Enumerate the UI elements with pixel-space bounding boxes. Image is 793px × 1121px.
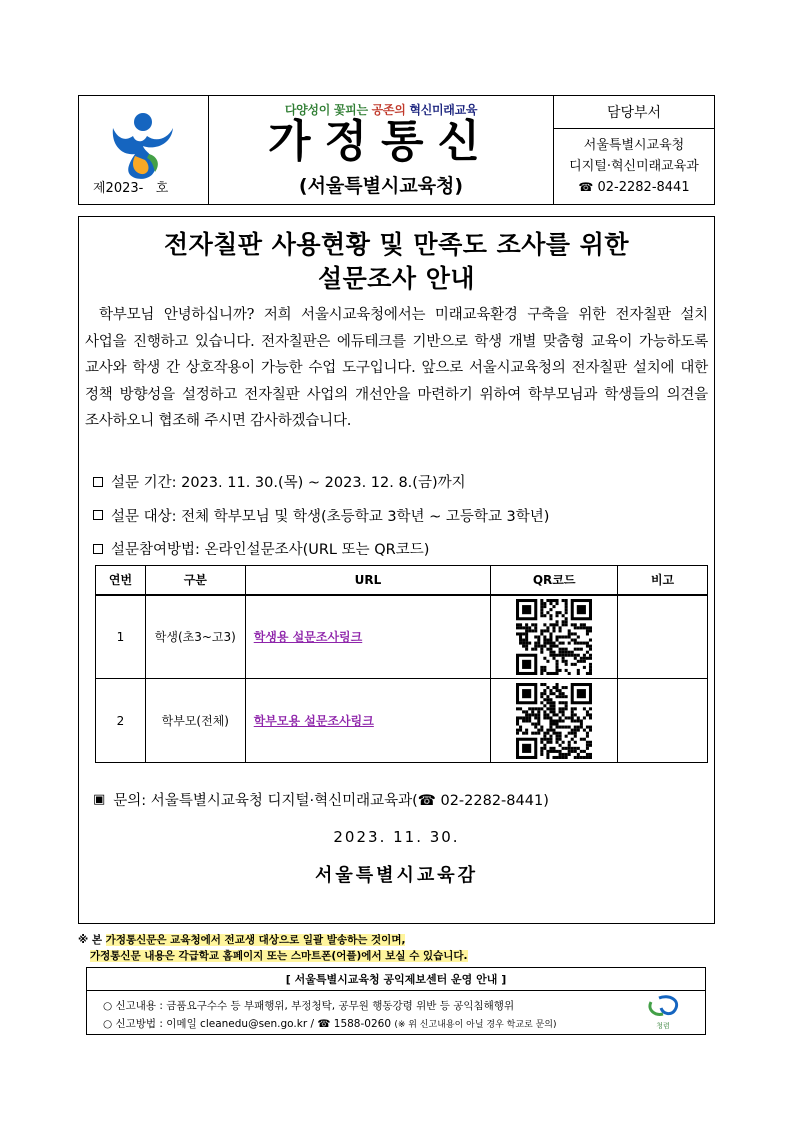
issue-number: 제2023- 호	[93, 181, 169, 196]
table-row	[96, 679, 708, 763]
contact-text: 문의: 서울특별시교육청 디지털·혁신미래교육과(☎ 02-2282-8441)	[113, 793, 549, 809]
slogan-part-2: 공존의	[371, 103, 410, 117]
issue-date: 2023. 11. 30.	[333, 828, 460, 846]
checkbox-square-icon	[93, 477, 103, 487]
footnote-highlight-1: 가정통신문은 교육청에서 전교생 대상으로 일괄 발송하는 것이며,	[105, 934, 406, 946]
bullet-text: 설문 기간: 2023. 11. 30.(목) ~ 2023. 12. 8.(금)까지	[111, 475, 466, 492]
dept-phone: 02-2282-8441	[597, 180, 690, 195]
report-method-text: ○ 신고방법 : 이메일 cleanedu@sen.go.kr / ☎ 1588-0260	[103, 1018, 395, 1030]
seoul-education-logo	[105, 106, 181, 182]
document-title-line-1: 전자칠판 사용현황 및 만족도 조사를 위한	[163, 230, 630, 259]
contact-line	[93, 789, 549, 810]
col-header-note: 비고	[618, 566, 708, 595]
row-category: 학부모(전체)	[145, 679, 245, 763]
header-title-cell	[209, 96, 554, 204]
student-survey-link[interactable]: 학생용 설문조사링크	[253, 630, 363, 645]
row-url-cell	[245, 679, 491, 763]
integrity-logo-text: 청렴	[656, 1022, 670, 1030]
notice-body	[78, 216, 715, 924]
footnote	[78, 932, 468, 964]
phone-icon: ☎	[578, 180, 594, 194]
row-category: 학생(초3~고3)	[145, 595, 245, 679]
qr-code-icon[interactable]	[516, 683, 592, 759]
table-header-row	[96, 566, 708, 595]
survey-table	[95, 565, 708, 763]
survey-info-list	[93, 465, 704, 566]
bullet-survey-target	[93, 499, 704, 533]
newsletter-subtitle: (서울특별시교육청)	[298, 175, 464, 197]
report-content-line: ○ 신고내용 : 금품요구수수 등 부패행위, 부정청탁, 공무원 행동강령 위반 등 공익침해행위	[103, 1000, 515, 1012]
checkbox-square-icon	[93, 510, 103, 520]
row-note	[618, 595, 708, 679]
bullet-text: 설문 대상: 전체 학부모님 및 학생(초등학교 3학년 ~ 고등학교 3학년)	[111, 508, 550, 525]
row-url-cell	[245, 595, 491, 679]
row-qr-cell	[491, 595, 618, 679]
dept-division: 디지털·혁신미래교육과	[569, 159, 699, 174]
bullet-survey-method	[93, 532, 704, 566]
newsletter-title: 가정통신	[267, 116, 494, 167]
col-header-number: 연번	[96, 566, 146, 595]
bullet-text: 설문참여방법: 온라인설문조사(URL 또는 QR코드)	[111, 542, 430, 559]
qr-code-icon[interactable]	[516, 599, 592, 675]
report-heading: [ 서울특별시교육청 공익제보센터 운영 안내 ]	[87, 968, 705, 991]
row-number: 1	[96, 595, 146, 679]
intro-paragraph: 학부모님 안녕하십니까? 저희 서울시교육청에서는 미래교육환경 구축을 위한 전자칠판 설치 사업을 진행하고 있습니다. 전자칠판은 에듀테크를 기반으로 학생 개별 맞춤형 교육이 가능하도록 교사와 학생 간 상호작용이 가능한 수업 도구입니다. 앞으로 서울시교육청의 전자칠판 설치에 대한 정책 방향성을 설정하고 전자칠판 사업의 개선안을 마련하기 위하여 학부모님과 학생들의 의견을 조사하오니 협조해 주시면 감사하겠습니다.	[85, 307, 708, 429]
report-method-line	[103, 1016, 556, 1031]
dept-phone-row	[578, 177, 689, 198]
footnote-highlight-2: 가정통신문 내용은 각급학교 홈페이지 또는 스마트폰(어플)에서 보실 수 있습니다.	[90, 950, 468, 962]
whistleblower-center-box	[86, 967, 706, 1035]
report-method-note: (※ 위 신고내용이 아닐 경우 학교로 문의)	[394, 1020, 557, 1030]
document-title	[79, 228, 714, 296]
parent-survey-link[interactable]: 학부모용 설문조사링크	[253, 714, 374, 728]
square-bullet-icon: ▣	[93, 792, 106, 807]
col-header-category: 구분	[145, 566, 245, 595]
checkbox-square-icon	[93, 544, 103, 554]
dept-label: 담당부서	[554, 96, 714, 129]
footnote-line-2	[78, 948, 468, 964]
header-dept-cell	[554, 96, 714, 204]
row-note	[618, 679, 708, 763]
slogan-part-3: 혁신미래교육	[409, 103, 478, 117]
footnote-line-1	[78, 932, 468, 948]
table-row	[96, 595, 708, 679]
signer: 서울특별시교육감	[314, 865, 479, 886]
slogan-part-1: 다양성이 꽃피는	[284, 103, 372, 117]
row-qr-cell	[491, 679, 618, 763]
row-number: 2	[96, 679, 146, 763]
integrity-logo	[629, 992, 697, 1032]
dept-name: 서울특별시교육청	[583, 138, 685, 153]
dept-info	[554, 129, 714, 204]
newsletter-header	[78, 95, 715, 205]
document-title-line-2: 설문조사 안내	[317, 264, 476, 293]
footnote-prefix: ※ 본	[78, 934, 106, 946]
col-header-qr: QR코드	[491, 566, 618, 595]
col-header-url: URL	[245, 566, 491, 595]
bullet-survey-period	[93, 465, 704, 499]
header-left-cell	[79, 96, 209, 204]
